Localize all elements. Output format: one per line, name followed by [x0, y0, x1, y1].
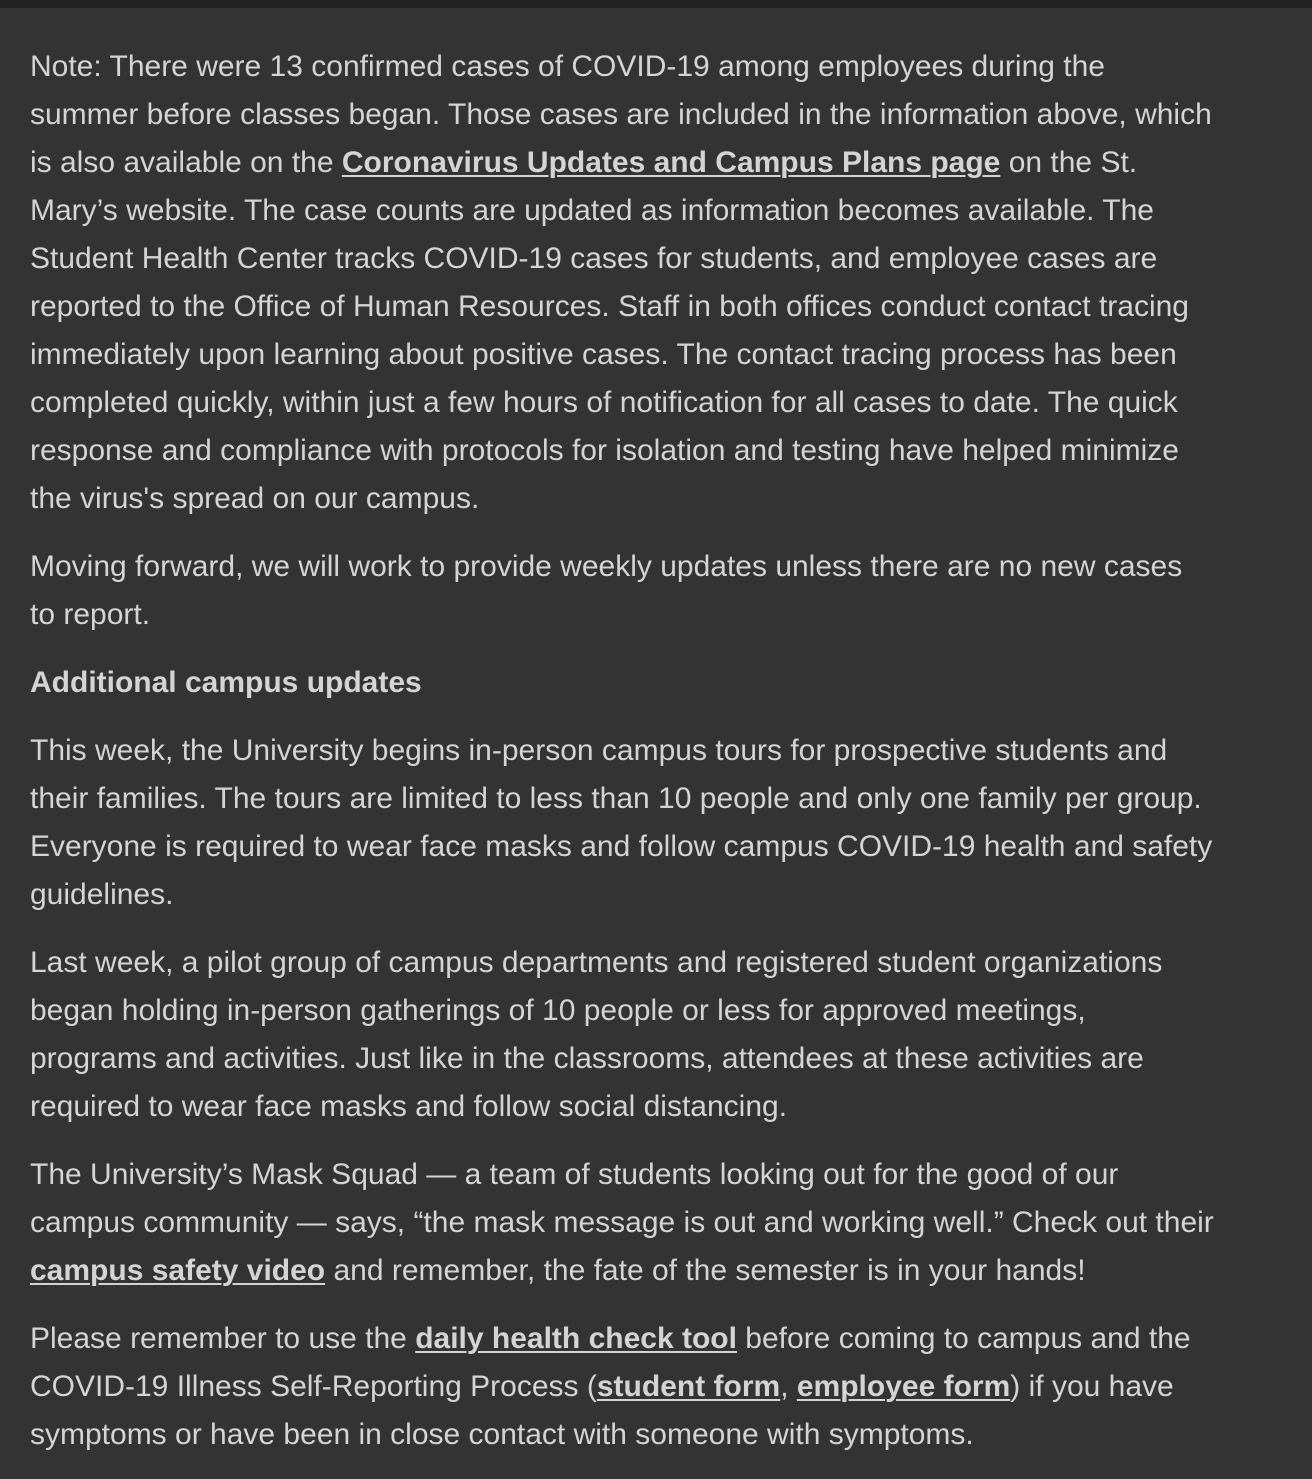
- paragraph-weekly-updates: [30, 543, 1300, 639]
- text-line: symptoms or have been in close contact with someone with symptoms.: [30, 1418, 974, 1451]
- paragraph-campus-tours: [30, 727, 1300, 919]
- text-line: The University’s Mask Squad — a team of students looking out for the good of our: [30, 1158, 1119, 1191]
- top-bar: [0, 0, 1312, 8]
- text-line: [30, 139, 1300, 187]
- text-line: required to wear face masks and follow social distancing.: [30, 1090, 788, 1123]
- text-line: [30, 1315, 1300, 1363]
- text-line: reported to the Office of Human Resources. Staff in both offices conduct contact tracing: [30, 290, 1189, 323]
- section-heading: Additional campus updates: [30, 666, 422, 699]
- paragraph-case-note: [30, 43, 1300, 523]
- text-line: the virus's spread on our campus.: [30, 482, 480, 515]
- text-segment: Please remember to use the: [30, 1322, 416, 1355]
- text-line: to report.: [30, 598, 151, 631]
- text-line: Last week, a pilot group of campus departments and registered student organizations: [30, 946, 1163, 979]
- text-line: Everyone is required to wear face masks and follow campus COVID-19 health and safety: [30, 830, 1213, 863]
- employee-form-link[interactable]: employee form: [796, 1370, 1011, 1403]
- text-line: Mary’s website. The case counts are updated as information becomes available. The: [30, 194, 1154, 227]
- article-body: [30, 43, 1300, 1479]
- text-segment: and remember, the fate of the semester is in your hands!: [325, 1254, 1086, 1287]
- text-segment: ,: [780, 1370, 797, 1403]
- text-line: [30, 1247, 1300, 1295]
- text-segment: before coming to campus and the: [736, 1322, 1191, 1355]
- text-line: began holding in-person gatherings of 10 people or less for approved meetings,: [30, 994, 1086, 1027]
- text-line: programs and activities. Just like in the classrooms, attendees at these activities are: [30, 1042, 1144, 1075]
- paragraph-gatherings: [30, 939, 1300, 1131]
- text-segment: is also available on the: [30, 146, 342, 179]
- coronavirus-updates-link[interactable]: Coronavirus Updates and Campus Plans page: [341, 146, 1001, 179]
- text-line: Note: There were 13 confirmed cases of COVID-19 among employees during the: [30, 50, 1105, 83]
- campus-safety-video-link[interactable]: campus safety video: [30, 1254, 326, 1287]
- text-line: immediately upon learning about positive cases. The contact tracing process has been: [30, 338, 1177, 371]
- text-line: completed quickly, within just a few hours of notification for all cases to date. The quick: [30, 386, 1178, 419]
- text-line: This week, the University begins in-person campus tours for prospective students and: [30, 734, 1168, 767]
- text-line: response and compliance with protocols for isolation and testing have helped minimize: [30, 434, 1179, 467]
- paragraph-mask-squad: [30, 1151, 1300, 1295]
- text-line: Moving forward, we will work to provide weekly updates unless there are no new cases: [30, 550, 1183, 583]
- text-line: campus community — says, “the mask message is out and working well.” Check out their: [30, 1206, 1214, 1239]
- text-line: [30, 1363, 1300, 1411]
- text-line: their families. The tours are limited to less than 10 people and only one family per group.: [30, 782, 1202, 815]
- daily-health-check-link[interactable]: daily health check tool: [415, 1322, 737, 1355]
- text-line: Student Health Center tracks COVID-19 cases for students, and employee cases are: [30, 242, 1158, 275]
- student-form-link[interactable]: student form: [596, 1370, 781, 1403]
- paragraph-health-check: [30, 1315, 1300, 1459]
- text-segment: ) if you have: [1010, 1370, 1174, 1403]
- text-line: guidelines.: [30, 878, 174, 911]
- text-segment: on the St.: [1000, 146, 1138, 179]
- text-line: summer before classes began. Those cases are included in the information above, which: [30, 98, 1212, 131]
- text-segment: COVID-19 Illness Self-Reporting Process (: [30, 1370, 597, 1403]
